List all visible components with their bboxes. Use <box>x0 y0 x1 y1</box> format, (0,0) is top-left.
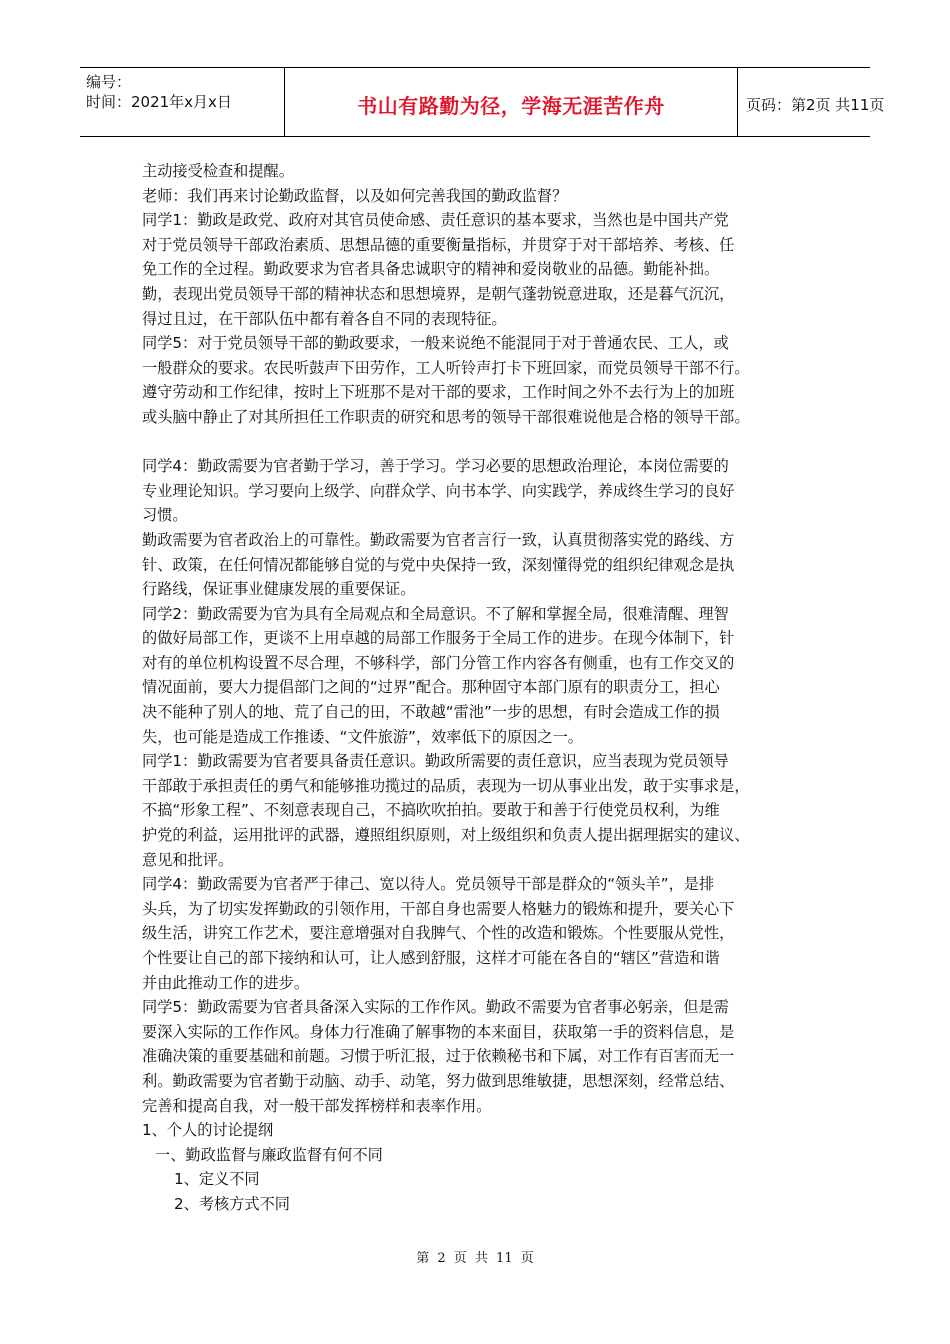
page-header <box>80 67 885 137</box>
body-line: 要深入实际的工作作风。身体力行准确了解事物的本来面目，获取第一手的资料信息，是 <box>142 1022 735 1041</box>
outline-heading: 1、个人的讨论提纲 <box>142 1121 274 1140</box>
body-line: 专业理论知识。学习要向上级学、向群众学、向书本学、向实践学，养成终生学习的良好 <box>142 481 735 500</box>
body-line: 并由此推动工作的进步。 <box>142 973 310 992</box>
body-line: 勤，表现出党员领导干部的精神状态和思想境界，是朝气蓬勃锐意进取，还是暮气沉沉， <box>142 284 735 303</box>
body-line: 完善和提高自我，对一般干部发挥榜样和表率作用。 <box>142 1096 492 1115</box>
body-line: 决不能种了别人的地、荒了自己的田，不敢越“雷池”一步的思想，有时会造成工作的损 <box>142 703 720 722</box>
header-motto-cell <box>284 68 738 136</box>
body-line: 准确决策的重要基础和前题。习惯于听汇报，过于依赖秘书和下属，对工作有百害而无一 <box>142 1047 735 1066</box>
body-line: 习惯。 <box>142 506 188 525</box>
document-time-label: 时间：2021年x月x日 <box>86 93 232 111</box>
outline-section: 一、勤政监督与廉政监督有何不同 <box>155 1145 383 1164</box>
body-line: 同学1：勤政是政党、政府对其官员使命感、责任意识的基本要求，当然也是中国共产党 <box>142 211 729 230</box>
body-line: 主动接受检查和提醒。 <box>142 162 294 180</box>
body-line: 或头脑中静止了对其所担任工作职责的研究和思考的领导干部很难说他是合格的领导干部。 <box>142 407 750 426</box>
body-line: 老师：我们再来讨论勤政监督，以及如何完善我国的勤政监督？ <box>142 186 568 205</box>
header-motto: 书山有路勤为径，学海无涯苦作舟 <box>357 94 665 118</box>
body-line: 免工作的全过程。勤政要求为官者具备忠诚职守的精神和爱岗敬业的品德。勤能补拙。 <box>142 260 720 279</box>
body-line: 同学2：勤政需要为官为具有全局观点和全局意识。不了解和掌握全局，很难清醒、理智 <box>142 604 729 623</box>
outline-item: 1、定义不同 <box>174 1170 260 1189</box>
body-line: 行路线，保证事业健康发展的重要保证。 <box>142 580 416 599</box>
body-line: 同学1：勤政需要为官者要具备责任意识。勤政所需要的责任意识，应当表现为党员领导 <box>142 752 729 771</box>
body-line: 情况面前，要大力提倡部门之间的“过界”配合。那种固守本部门原有的职责分工，担心 <box>142 678 720 697</box>
body-line: 不搞“形象工程”、不刻意表现自己，不搞吹吹拍拍。要敢于和善于行使党员权利，为维 <box>142 801 720 820</box>
body-line: 失，也可能是造成工作推诿、“文件旅游”，效率低下的原因之一。 <box>142 727 583 746</box>
body-line: 利。勤政需要为官者勤于动脑、动手、动笔，努力做到思维敏捷，思想深刻，经常总结、 <box>142 1071 735 1090</box>
body-line: 勤政需要为官者政治上的可靠性。勤政需要为官者言行一致，认真贯彻落实党的路线、方 <box>142 530 735 549</box>
document-code-label: 编号： <box>86 73 132 91</box>
body-line: 得过且过，在干部队伍中都有着各自不同的表现特征。 <box>142 309 507 328</box>
body-line: 意见和批评。 <box>142 850 234 869</box>
body-line: 同学5：对于党员领导干部的勤政要求，一般来说绝不能混同于对于普通农民、工人，或 <box>142 334 729 353</box>
document-body <box>142 159 814 1217</box>
body-line: 干部敢于承担责任的勇气和能够推功揽过的品质，表现为一切从事业出发，敢于实事求是， <box>142 776 750 795</box>
body-line: 一般群众的要求。农民听鼓声下田劳作，工人听铃声打卡下班回家，而党员领导干部不行。 <box>142 358 750 377</box>
header-page-number: 页码：第2页 共11页 <box>746 96 885 114</box>
blank-line <box>142 430 814 455</box>
body-line: 同学5：勤政需要为官者具备深入实际的工作作风。勤政不需要为官者事必躬亲，但是需 <box>142 998 729 1017</box>
body-line: 同学4：勤政需要为官者严于律己、宽以待人。党员领导干部是群众的“领头羊”，是排 <box>142 875 715 894</box>
body-line: 头兵，为了切实发挥勤政的引领作用，干部自身也需要人格魅力的锻炼和提升，要关心下 <box>142 899 735 918</box>
body-line: 对于党员领导干部政治素质、思想品德的重要衡量指标，并贯穿于对干部培养、考核、任 <box>142 235 735 254</box>
body-line: 的做好局部工作，更谈不上用卓越的局部工作服务于全局工作的进步。在现今体制下，针 <box>142 629 735 648</box>
body-line: 遵守劳动和工作纪律，按时上下班那不是对干部的要求，工作时间之外不去行为上的加班 <box>142 383 735 402</box>
outline-item: 2、考核方式不同 <box>174 1194 290 1213</box>
body-line: 个性要让自己的部下接纳和认可，让人感到舒服，这样才可能在各自的“辖区”营造和谐 <box>142 949 720 967</box>
page-footer: 第 2 页 共 11 页 <box>416 1251 534 1266</box>
header-meta-cell <box>80 68 284 136</box>
body-line: 级生活，讲究工作艺术，要注意增强对自我脾气、个性的改造和锻炼。个性要服从党性， <box>142 924 735 943</box>
body-line: 对有的单位机构设置不尽合理，不够科学，部门分管工作内容各有侧重，也有工作交叉的 <box>142 653 735 672</box>
body-line: 护党的利益，运用批评的武器，遵照组织原则，对上级组织和负责人提出据理据实的建议、 <box>142 826 750 845</box>
body-line: 针、政策，在任何情况都能够自觉的与党中央保持一致，深刻懂得党的组织纪律观念是执 <box>142 555 735 574</box>
body-line: 同学4：勤政需要为官者勤于学习，善于学习。学习必要的思想政治理论，本岗位需要的 <box>142 457 729 476</box>
header-page-cell <box>738 68 885 136</box>
